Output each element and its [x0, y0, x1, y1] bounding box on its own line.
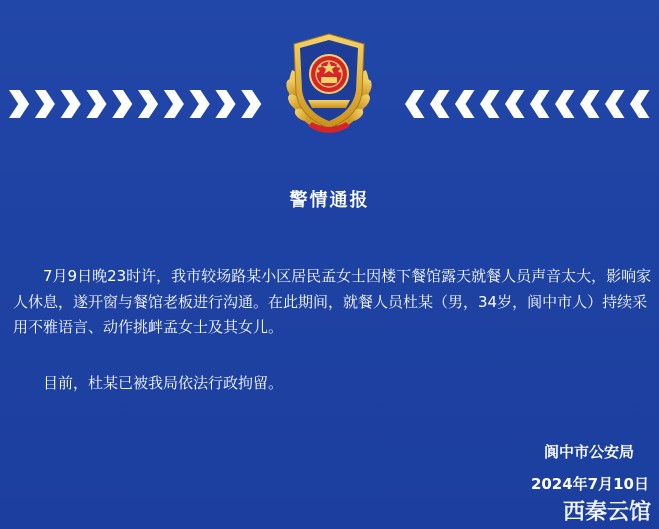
chevron-mark: [241, 90, 261, 118]
watermark-logo: 西秦云馆: [562, 500, 651, 525]
police-emblem-icon: [278, 30, 380, 140]
chevron-row-left: [8, 90, 266, 118]
chevron-mark: [630, 90, 650, 118]
chevron-mark: [580, 90, 600, 118]
issue-date: 2024年7月10日: [530, 475, 649, 493]
notice-paragraph-2: 目前，杜某已被我局依法行政拘留。: [43, 374, 284, 392]
chevron-mark: [405, 90, 425, 118]
chevron-mark: [61, 90, 81, 118]
chevron-group-left: [9, 90, 261, 118]
notice-paragraph-1: 7月9日晚23时许，我市较场路某小区居民孟女士因楼下餐馆露天就餐人员声音太大，影响家人休息，遂开窗与餐馆老板进行沟通。在此期间，就餐人员杜某（男，34岁，阆中市人）持续采用不雅语言、动作挑衅孟女士及其女儿。: [13, 267, 652, 336]
chevron-mark: [9, 90, 29, 118]
chevron-mark: [164, 90, 184, 118]
chevron-mark: [555, 90, 575, 118]
chevron-mark: [480, 90, 500, 118]
chevron-group-right: [405, 90, 650, 118]
chevron-mark: [505, 90, 525, 118]
chevron-mark: [138, 90, 158, 118]
chevron-mark: [530, 90, 550, 118]
notice-title: 警情通报: [289, 190, 370, 211]
chevron-mark: [455, 90, 475, 118]
chevron-mark: [112, 90, 132, 118]
chevron-mark: [215, 90, 235, 118]
chevron-mark: [35, 90, 55, 118]
chevron-row-right: [404, 90, 654, 118]
chevron-mark: [190, 90, 210, 118]
issuer-name: 阆中市公安局: [543, 443, 634, 461]
chevron-mark: [86, 90, 106, 118]
chevron-mark: [605, 90, 625, 118]
chevron-mark: [430, 90, 450, 118]
